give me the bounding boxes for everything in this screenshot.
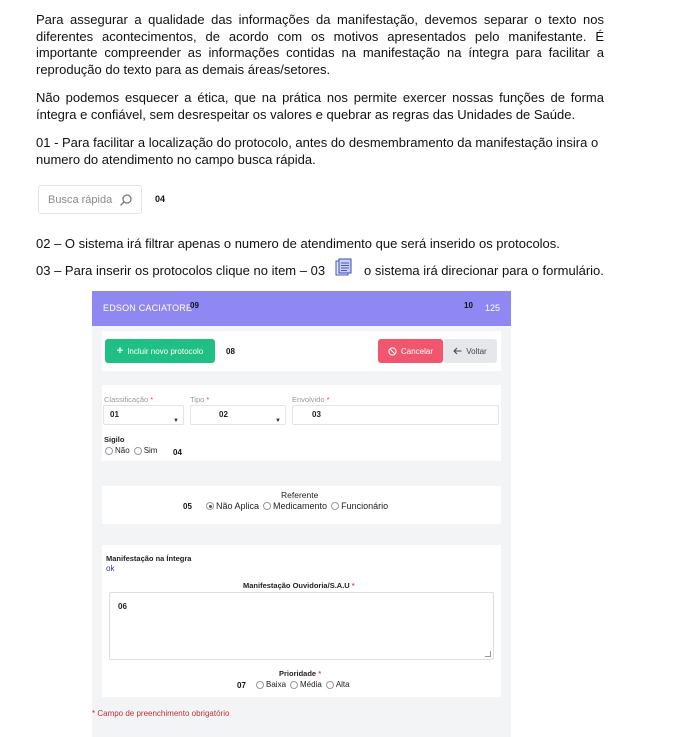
envolvido-label: Envolvido * bbox=[292, 395, 330, 404]
medicamento-radio[interactable] bbox=[263, 502, 271, 510]
manifestacao-value: ok bbox=[106, 564, 115, 573]
sigilo-radio-group bbox=[101, 446, 157, 455]
step-01-line-2: numero do atendimento no campo busca rápida. bbox=[36, 152, 316, 167]
add-protocol-label: Incluir novo protocolo bbox=[127, 346, 204, 356]
quick-search-input[interactable] bbox=[39, 186, 119, 213]
prioridade-baixa-label: Baixa bbox=[266, 680, 287, 689]
block-icon bbox=[388, 347, 397, 356]
tipo-label: Tipo * bbox=[190, 395, 210, 404]
back-button[interactable] bbox=[443, 339, 497, 363]
document-stack-icon[interactable] bbox=[334, 257, 354, 277]
tipo-value: 02 bbox=[219, 410, 228, 419]
add-protocol-marker: 08 bbox=[226, 347, 235, 356]
user-marker: 09 bbox=[190, 301, 199, 310]
required-field-note: * Campo de preenchimento obrigatório bbox=[92, 709, 230, 718]
step-01-line-1: 01 - Para facilitar a localização do protocolo, antes do desmembramento da manifestação insira o bbox=[36, 135, 599, 150]
protocol-form-screenshot bbox=[92, 291, 511, 737]
back-label: Voltar bbox=[466, 346, 487, 356]
classificacao-select[interactable] bbox=[103, 405, 184, 425]
add-protocol-button[interactable] bbox=[105, 339, 215, 363]
medicamento-label: Medicamento bbox=[273, 501, 328, 511]
step-03-text-before: 03 – Para inserir os protocolos clique no item – 03 bbox=[36, 263, 326, 278]
prioridade-marker: 07 bbox=[237, 681, 246, 690]
caret-down-icon: ▼ bbox=[173, 418, 179, 424]
ouvidoria-textarea[interactable] bbox=[109, 592, 494, 660]
sigilo-sim-label: Sim bbox=[143, 446, 158, 455]
sigilo-sim-radio[interactable] bbox=[134, 447, 142, 455]
plus-icon: + bbox=[116, 344, 124, 357]
prioridade-label: Prioridade * bbox=[279, 669, 322, 678]
resize-grip-icon[interactable] bbox=[485, 651, 491, 657]
search-icon[interactable] bbox=[119, 193, 133, 207]
search-marker: 04 bbox=[155, 194, 166, 204]
nao-aplica-radio[interactable] bbox=[206, 502, 214, 510]
manifestacao-label: Manifestação na Íntegra bbox=[106, 554, 192, 563]
notification-count[interactable]: 125 bbox=[484, 303, 500, 313]
classificacao-label: Classificação * bbox=[104, 395, 154, 404]
funcionario-label: Funcionário bbox=[341, 501, 389, 511]
count-marker: 10 bbox=[464, 301, 473, 310]
prioridade-radio-group bbox=[252, 680, 350, 689]
user-name: EDSON CACIATORE bbox=[103, 303, 193, 313]
nao-aplica-label: Não Aplica bbox=[216, 501, 260, 511]
envolvido-value: 03 bbox=[312, 410, 321, 419]
step-03-text-after: o sistema irá direcionar para o formulário. bbox=[364, 263, 604, 278]
prioridade-media-radio[interactable] bbox=[290, 681, 298, 689]
envolvido-input[interactable] bbox=[292, 405, 499, 425]
cancel-button[interactable] bbox=[378, 339, 443, 363]
ethics-paragraph: Não podemos esquecer a ética, que na prática nos permite exercer nossas funções de forma íntegra e confiável, sem desrespeitar os valores e quebrar as regras das Unidades de Saúde. bbox=[36, 90, 604, 122]
prioridade-alta-label: Alta bbox=[335, 680, 350, 689]
form-top-bar bbox=[92, 291, 511, 326]
intro-paragraph: Para assegurar a qualidade das informações da manifestação, devemos separar o texto nos diferentes acontecimentos, de acordo com os motivos apresentados pelo manifestante. É importante compreender as informações contidas na manifestação na íntegra para facilitar a reprodução do texto para as demais áreas/setores. bbox=[36, 12, 604, 77]
caret-down-icon: ▼ bbox=[275, 418, 281, 424]
ouvidoria-value: 06 bbox=[118, 602, 127, 611]
sigilo-nao-radio[interactable] bbox=[105, 447, 113, 455]
quick-search-box[interactable] bbox=[38, 185, 142, 214]
referente-marker: 05 bbox=[183, 502, 192, 511]
referente-radio-group bbox=[202, 501, 388, 511]
sigilo-marker: 04 bbox=[173, 448, 182, 457]
classificacao-value: 01 bbox=[110, 410, 119, 419]
prioridade-baixa-radio[interactable] bbox=[256, 681, 264, 689]
sigilo-label: Sigilo bbox=[104, 435, 125, 444]
funcionario-radio[interactable] bbox=[331, 502, 339, 510]
sigilo-nao-label: Não bbox=[115, 446, 130, 455]
cancel-label: Cancelar bbox=[400, 346, 433, 356]
referente-label: Referente bbox=[281, 490, 319, 500]
prioridade-alta-radio[interactable] bbox=[326, 681, 334, 689]
tipo-select[interactable] bbox=[190, 405, 286, 425]
prioridade-media-label: Média bbox=[300, 680, 322, 689]
step-02-line: 02 – O sistema irá filtrar apenas o numero de atendimento que será inserido os protocolos. bbox=[36, 236, 560, 251]
arrow-left-icon bbox=[453, 347, 462, 355]
ouvidoria-label: Manifestação Ouvidoria/S.A.U * bbox=[243, 581, 355, 590]
